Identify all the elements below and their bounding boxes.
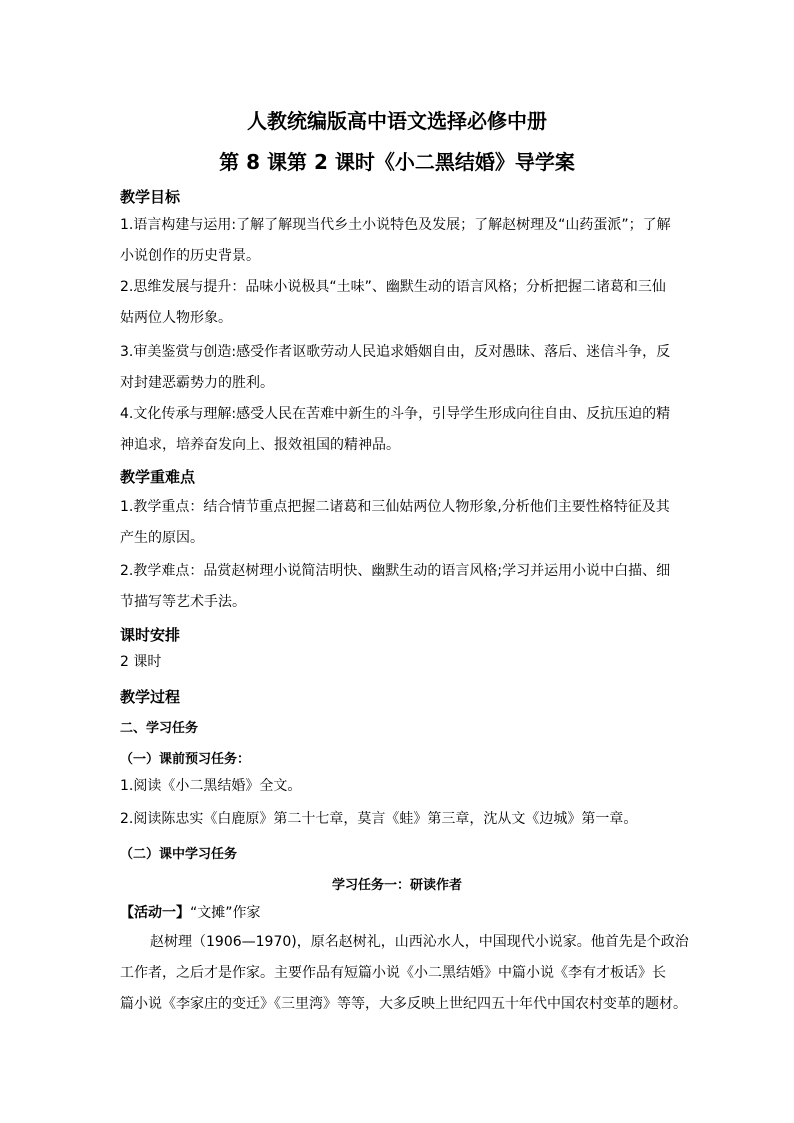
document-subtitle: 第 8 课第 2 课时《小二黑结婚》导学案	[219, 150, 575, 174]
heading-objectives: 教学目标	[120, 188, 181, 206]
author-paragraph-line: 篇小说《李家庄的变迁》《三里湾》等等，大多反映上世纪四五十年代中国农村变革的题材。	[120, 996, 687, 1012]
keypoint-line: 节描写等艺术手法。	[120, 594, 246, 610]
document-title: 人教统编版高中语文选择必修中册	[247, 109, 547, 133]
pre-task-line: 1.阅读《小二黑结婚》全文。	[120, 778, 302, 794]
objective-line: 1.语言构建与运用:了解了解现当代乡土小说特色及发展；了解赵树理及“山药蛋派”；了解	[120, 217, 671, 233]
heading-schedule: 课时安排	[120, 626, 181, 644]
keypoint-line: 2.教学难点：品赏赵树理小说简洁明快、幽默生动的语言风格;学习并运用小说中白描、细	[120, 563, 671, 579]
objective-line: 4.文化传承与理解:感受人民在苦难中新生的斗争，引导学生形成向往自由、反抗压迫的精	[120, 406, 671, 422]
heading-keypoints: 教学重难点	[120, 468, 196, 486]
author-paragraph-line: 赵树理（1906—1970)，原名赵树礼，山西沁水人，中国现代小说家。他首先是个政治	[150, 934, 689, 950]
objective-line: 姑两位人物形象。	[120, 310, 232, 326]
pre-class-task-heading: （一）课前预习任务：	[120, 752, 251, 767]
objective-line: 神追求，培养奋发向上、报效祖国的精神品。	[120, 437, 400, 453]
objective-line: 3.审美鉴赏与创造:感受作者讴歌劳动人民追求婚姻自由，反对愚昧、落后、迷信斗争，反	[120, 344, 671, 360]
activity-one	[120, 898, 261, 929]
objective-line: 小说创作的历史背景。	[120, 248, 260, 264]
author-paragraph-line: 工作者，之后才是作家。主要作品有短篇小说《小二黑结婚》中篇小说《李有才板话》长	[120, 965, 666, 981]
section-learning-tasks: 二、学习任务	[120, 721, 199, 736]
objective-line: 2.思维发展与提升：品味小说极具“土味”、幽默生动的语言风格；分析把握二诸葛和三仙	[120, 279, 666, 295]
heading-process: 教学过程	[120, 688, 181, 706]
in-class-task-heading: （二）课中学习任务	[120, 847, 238, 862]
activity-one-text: “文摊”作家	[190, 905, 261, 921]
objective-line: 对封建恶霸势力的胜利。	[120, 375, 274, 391]
keypoint-line: 产生的原因。	[120, 530, 204, 546]
activity-one-label: 【活动一】	[120, 905, 190, 921]
task-one-title: 学习任务一：研读作者	[331, 878, 462, 893]
keypoint-line: 1.教学重点：结合情节重点把握二诸葛和三仙姑两位人物形象,分析他们主要性格特征及其	[120, 499, 670, 515]
pre-task-line: 2.阅读陈忠实《白鹿原》第二十七章，莫言《蛙》第三章，沈从文《边城》第一章。	[120, 811, 638, 827]
schedule-value: 2 课时	[120, 654, 162, 670]
